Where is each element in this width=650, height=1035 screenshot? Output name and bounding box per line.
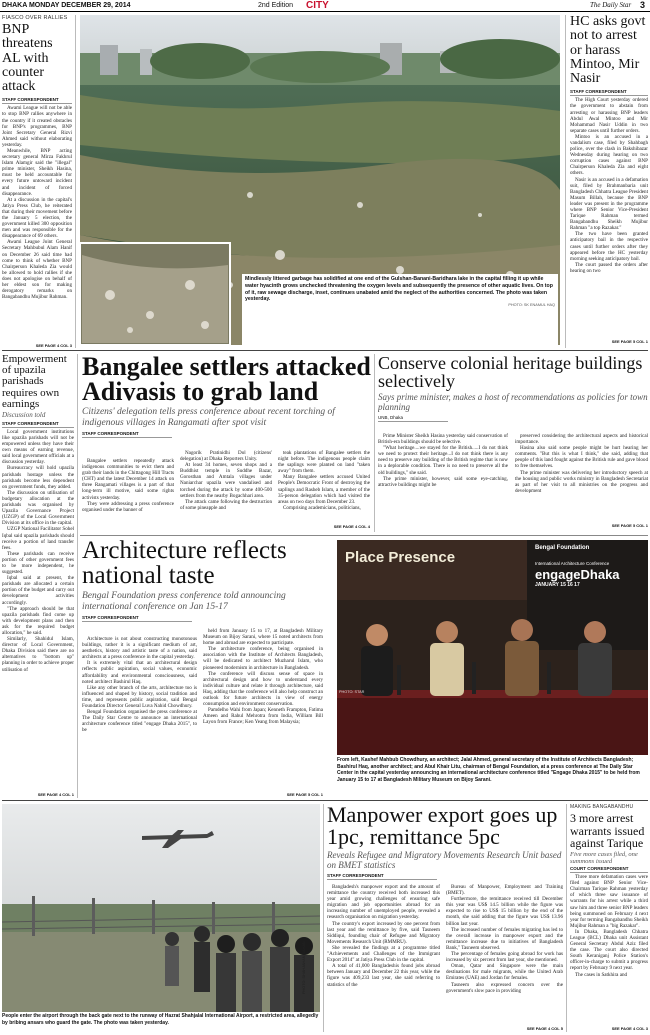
press-photo-caption: From left, Kashef Mahbub Chowdhury, an architect; Jalal Ahmed, general secretary of the Institute of Architects Bangladesh; Bashirul Haq, another architect; and Abul Khair Litu, chairman of Bengal Foundation, at a press conference at The Daily Star Center in the capital yesterday announcing an international architecture conference titled "Engage Dhaka 2015" to be held from January 15 to 17 at Bangladesh Military Museum on Bijoy Sarani.: [337, 757, 640, 783]
arch-continued[interactable]: SEE PAGE 5 COL 1: [286, 792, 323, 797]
arch-headline[interactable]: Architecture reflects national taste: [82, 538, 287, 589]
paragraph: UZGP National Facilitator Sohel Iqbal said upazila parishads should receive a portion of land transfer fees.: [2, 526, 74, 551]
paragraph: The percentage of females going abroad for work has increased by six percent from last year, she mentioned.: [446, 951, 563, 964]
paragraph: Bureau of Manpower, Employment and Training (BMET).: [446, 884, 563, 897]
bnp-continued[interactable]: SEE PAGE 4 COL 3: [35, 343, 72, 348]
paragraph: The court passed the orders after hearing on two: [570, 261, 648, 274]
hc-headline[interactable]: HC asks govt not to arrest or harass Mintoo, Mir Nasir: [570, 15, 646, 87]
paragraph: Bureaucracy will hold upazila parishads hostage unless the parishads become less dependent on government funds, they added.: [2, 465, 74, 490]
hc-continued[interactable]: SEE PAGE 5 COL 1: [611, 339, 648, 344]
lake-photo-caption: Mindlessly littered garbage has solidified at one end of the Gulshan-Banani-Baridhara lake in the capital filling it up while water hyacinth grows unchecked threatening the oxygen levels and subsequently the presence of other aquatic lives. On top of it, raw sewage discharge, inset, continues unabated amid the neglect of the authorities concerned. The photo was taken yesterday.: [245, 276, 553, 303]
paragraph: Iqbal said at present, the parishads are allocated a certain portion of the budget and carry out development activities accordingly.: [2, 575, 74, 606]
upazila-continued[interactable]: SEE PAGE 4 COL 1: [37, 792, 74, 797]
paragraph: Three more defamation cases were filed against BNP Senior Vice-Chairman Tarique Rahman yesterday of which three saw issuance of warrants for his arrest while a third saw him and three senior BNP leaders being summoned on February 4 next year for terming Bangabandhu Sheikh Mujibur Rahman a "big Razakar".: [570, 874, 648, 929]
paragraph: Nasir is an accused in a defamation suit, filed by Brahmanbaria unit Bangladesh Chhatra League President Masum Billah, because the BNP leader was present in the programme where BNP Senior Vice-President Tarique Rahman termed Bangabandhu Sheikh Mujibur Rahman "a top Razakar.": [570, 176, 648, 232]
paragraph: In Dhaka, Bangladesh Chhatra League (BCL) Dhaka unit Assistant General Secretary Abdul Aziz filed the case. The court also directed South Keraniganj Police Station's officer-in-charge to submit a progress report by February 9 next year.: [570, 928, 648, 972]
paragraph: The discussion on utilisation of budgetary allocation at the parishads was organised by Upazila Governance Project (UZGP) of the Local Government Division at its office in the capital.: [2, 489, 74, 527]
paragraph: Bengal Foundation organised the press conference at The Daily Star Centre to announce an international architecture conference titled "engage Dhaka 2015", to be: [82, 709, 197, 734]
bnp-headline[interactable]: BNP threatens AL with counter attack: [2, 22, 53, 95]
upazila-byline: STAFF CORRESPONDENT: [2, 420, 74, 428]
adivasi-col-3: [278, 450, 370, 524]
adivasi-col-1: [82, 458, 174, 530]
paragraph: The attack came following the destruction of some pineapple and: [180, 498, 272, 511]
paragraph: At a discussion in the capital's Jatiya Press Club, he reiterated that during their movement before the January 5 election, the government killed 300 opposition men and was responsible for the disappearance of 69 others.: [2, 196, 72, 240]
paragraph: Many Bangalee settlers accused United People's Democratic Front of destroying the saplings and Rasheb Islam, a member of the 35-person delegation which had visited the areas on two days from December 23.: [278, 474, 370, 505]
arch-col-1: [82, 636, 197, 798]
paragraph: Bangladesh's manpower export and the amount of remittance the country received both increased this year amid growing challenges of ensuring safe migration and job opportunities abroad for an increasing number of unemployed people, revealed a research organisation on migration yesterday.: [327, 884, 440, 921]
colonial-headline[interactable]: Conserve colonial heritage buildings selectively: [378, 354, 643, 391]
sign-date: JANUARY 15 16 17: [535, 582, 580, 588]
airport-photo-credit: PHOTO: SHAHJAHAN SAHAN: [302, 941, 306, 994]
tarique-byline: COURT CORRESPONDENT: [570, 865, 648, 873]
tarique-subhead: Five more cases filed, one summons issued: [570, 850, 638, 865]
manpower-headline[interactable]: Manpower export goes up 1pc, remittance 5pc: [327, 804, 558, 849]
header-edition: 2nd Edition: [258, 2, 294, 9]
bnp-byline: STAFF CORRESPONDENT: [2, 96, 72, 104]
paragraph: Like any other branch of the arts, architecture too is influenced and shaped by history, social tradition and time, and represents public aspiration, said Bengal Foundation Director General Luva Nahid Chowdhury.: [82, 684, 197, 710]
airport-photo: [2, 804, 320, 1012]
paragraph: Furthermore, the remittance received till December this year was US$ 14.5 billion while the figure was expected to rise to US$ 15 billion by the end of the month, she said adding that the figure was US$ 13.96 billion last year.: [446, 896, 563, 927]
colonial-col-1: [378, 433, 508, 530]
press-photo-credit: PHOTO: STAR: [339, 690, 365, 694]
tarique-article: [570, 804, 648, 1026]
paragraph: Oman, Qatar and Singapore were the main destinations for male migrants, while the United Arab Emirates (UAE) and Jordan for females.: [446, 963, 563, 982]
adivasi-byline: STAFF CORRESPONDENT: [82, 430, 172, 438]
adivasi-subhead: Citizens' delegation tells press conference about recent torching of indigenous villages in Rangamati after spot visit: [82, 407, 335, 428]
tarique-headline[interactable]: 3 more arrest warrants issued against Tarique: [570, 811, 645, 850]
sign-line: International Architecture Conference: [535, 561, 610, 566]
paragraph: Local government institutions like upazila parishads will not be empowered unless they have their own means of earning revenue, said local government officials at a discussion yesterday.: [2, 428, 74, 466]
conference-sign: [535, 544, 645, 616]
tarique-continued[interactable]: SEE PAGE 4 COL 3: [611, 1026, 648, 1031]
paragraph: The increased number of females migrating has led to the overall increase in manpower export and the remittance increase due to initiatives of Bangladesh Bank," Tasneem observed.: [446, 926, 563, 951]
paragraph: It is extremely vital that an architectural design reflects public aspiration, social values, economic affordability and environmental consciousness, said noted architect Bashirul Haq.: [82, 660, 197, 685]
arch-col-2: [203, 628, 323, 792]
paragraph: Comprising academicians, politicians,: [283, 504, 361, 511]
paragraph: Meanwhile, BNP acting secretary general Mirza Fakhrul Islam Alamgir said the "illegal" prime minister, Sheikh Hasina, must be held accountable for every future untoward incident and incident of forced disappearance.: [2, 147, 72, 197]
paragraph: The High Court yesterday ordered the government to abstain from arresting or harassing BNP leaders Abdul Awal Mintoo and Mir Mohammad Nasir Uddin in two separate cases until further orders.: [570, 97, 648, 134]
paragraph: They were addressing a press conference organised under the banner of: [82, 500, 174, 513]
lake-photo-caption-box: [242, 274, 558, 346]
paragraph: Architecture is not about constructing monotonous buildings, rather it is a significant medium of art, aesthetics, history and artistic taste of a nation, said architects at a press conference in the capital yesterday.: [82, 636, 197, 661]
tarique-body: [570, 874, 648, 978]
colonial-col-2: [515, 433, 648, 523]
paper-name: The Daily Star: [590, 1, 632, 9]
manpower-byline: STAFF CORRESPONDENT: [327, 872, 437, 880]
colonial-byline: UNB, Dhaka: [378, 414, 448, 422]
adivasi-continued[interactable]: SEE PAGE 4 COL 4: [333, 524, 370, 529]
manpower-col-2: [446, 884, 563, 1026]
colonial-continued[interactable]: SEE PAGE 5 COL 1: [611, 523, 648, 528]
paragraph: Prime Minister Sheikh Hasina yesterday said conservation of British-era buildings should be selective.: [378, 433, 508, 446]
paragraph: Tasneem also expressed concern over the government's slow pace in providing: [446, 981, 563, 994]
manpower-continued[interactable]: SEE PAGE 4 COL 5: [526, 1026, 563, 1031]
upazila-subhead: Discussion told: [2, 411, 46, 420]
paragraph: Awami League Joint General Secretary Mahbubul Alam Hanif on December 26 said time had come to think of whether BNP Chairperson Khaleda Zia would be allowed to hold rallies if she does not apologise on behalf of her eldest son for making derogatory remarks on Bangabandhu Mujibur Rahman.: [2, 239, 72, 301]
bnp-body: [2, 105, 72, 300]
manpower-subhead: Reveals Refugee and Migratory Movements Research Unit based on BMET statistics: [327, 850, 562, 871]
airport-image: [2, 804, 320, 1012]
hc-article: [570, 15, 648, 340]
colonial-subhead: Says prime minister, makes a host of recommendations as policies for town planning: [378, 392, 648, 413]
paragraph: The prime minister, however, said some eye-catching, attractive buildings might be: [378, 475, 508, 488]
paragraph: Nagorik Pratinidhi Dol (citizens' delegation) at Dhaka Reporters Unity.: [180, 450, 272, 463]
paragraph: Bangalee settlers repeatedly attack indigenous communities to evict them and grab their lands in the Chittagong Hill Tracts (CHT) and the latest December 14 attack on three Rangamati villages is a part of that long-term ill motive, said some rights activists yesterday.: [82, 458, 174, 501]
paragraph: Pamdelho Wahi from Japan; Kenneth Frampton, Fatima Ameen and Rahul Mehrotra from India, William Bill Layon from France; Ken Yeang from Malaysia;: [203, 707, 323, 726]
paragraph: teak plantations of Bangalee settlers the night before. The indigenous people claim the saplings were planted on land "taken away" from them.: [278, 450, 370, 475]
page-header: [0, 0, 650, 12]
airport-photo-caption: People enter the airport through the back gate next to the runway of Hazrat Shahjalal International Airport, a restricted area, allegedly by bribing ansars who guard the gate. The photo was taken yesterday.: [2, 1013, 319, 1026]
sign-main: engageDhaka: [535, 567, 620, 582]
bnp-kicker: FIASCO OVER RALLIES: [2, 15, 68, 21]
paragraph: The conference will discuss sense of space in architectural design and how to understand every individual culture and relate it through architecture, said Haq, adding that the conference will also help construct an outlook for future architects in view of energy consumption and environment conservation.: [203, 670, 323, 708]
paragraph: preserved considering the architectural aspects and historical importance.: [515, 433, 648, 446]
paragraph: "The approach should be that upazila parishads find come up with development plans and then ask for the required budget allocation," he said.: [2, 605, 74, 637]
paragraph: Hasina also said some people might be hurt hearing her comments. "But this is what I think," she said, adding that people of this land fought against the British rule and gave blood to free themselves.: [515, 445, 648, 470]
adivasi-col-2: [180, 450, 272, 530]
paragraph: held from January 15 to 17, at Bangladesh Military Museum on Bijoy Sarani, where 15 noted architects from home and abroad are expected to participate.: [203, 628, 323, 647]
paragraph: "What heritage....we stayed for the British.....I do not think we need to protect their heritage...I do not think there is any need to preserve any building of the British regime that is now in a deplorable condition. There is no need to preserve all the old buildings," she said.: [378, 445, 508, 476]
banner-text: Place Presence: [345, 549, 456, 566]
press-conference-photo: [337, 540, 648, 755]
paragraph: Similarly, Shahidul Islam, director of Local Government, Dhaka Division said there are no alternatives to "bottom up" planning in order to achieve proper utilisation of: [2, 636, 74, 673]
sign-org: Bengal Foundation: [535, 545, 590, 551]
paragraph: Awami League will not be able to stop BNP rallies anywhere in the country if it created obstacles for BNP's programmes, BNP Joint Secretary General Rizvi Ahmed said without elaborating yesterday.: [2, 105, 72, 148]
paragraph: She revealed the findings at a programme titled "Achievements and Challenges of the Immigrant Export 2014" at Jatiya Press Club in the capital.: [327, 944, 440, 964]
paragraph: The country's export increased by one percent from last year and the remittance by five, said Tasneem Siddiqui, founding chair of Refugee and Migratory Movements Research Unit (RMMRU).: [327, 920, 440, 945]
upazila-article: [2, 354, 74, 798]
lake-photo-credit: PHOTO: SK ENAMUL HAQ: [508, 303, 555, 308]
section-name: CITY: [306, 0, 329, 11]
paragraph: At least 34 homes, seven shops and a Buddhist temple in Suddhe Bazar, Gorosthan and Amtala villages under Naniarchar upazila were vandalised and torched during the attack by some 400-500 settlers from the nearby Bogachhari area.: [180, 462, 272, 499]
manpower-col-1: [327, 884, 440, 1032]
paragraph: The prime minister was delivering her introductory speech at the housing and public works ministry in Bangladesh Secretariat as part of her visit to all ministries on the progress and development: [515, 469, 648, 494]
hc-body: [570, 97, 648, 274]
upazila-headline[interactable]: Empowerment of upazila parishads requires own earnings: [2, 354, 67, 410]
upazila-body: [2, 429, 74, 673]
paragraph: The two have been granted anticipatory bail in the respective cases until further orders after they appeared before the HC yesterday morning seeking anticipatory bail.: [570, 231, 648, 262]
adivasi-headline[interactable]: Bangalee settlers attacked Adivasis to grab land: [82, 354, 371, 406]
paragraph: The architecture conference, being organised in association with the Institute of Architects Bangladesh, will be dedicated to architect Muzharul Islam, who pioneered modernism in architecture in Bangladesh.: [203, 646, 323, 671]
paragraph: Mintoo is an accused in a vandalism case, filed by Shahbagh police, over the clash in Bakshibazar Wednesday during hearing on two corruption cases against BNP Chairperson Khaleda Zia and eight others.: [570, 133, 648, 177]
paragraph: A total of 41,000 Bangladeshis found jobs abroad between January and December 22 this year, while the figure was 409,233 last year, she said referring to statistics of the: [327, 963, 440, 988]
bnp-article: [2, 15, 72, 348]
page-number: 3: [640, 0, 646, 10]
header-date: DHAKA MONDAY DECEMBER 29, 2014: [2, 2, 131, 9]
tarique-kicker: MAKING BANGABANDHU: [570, 804, 634, 810]
paragraph: The cases in Satkhira and: [575, 971, 628, 978]
arch-subhead: Bengal Foundation press conference told announcing international conference on Jan 15-17: [82, 591, 286, 612]
arch-byline: STAFF CORRESPONDENT: [82, 614, 192, 622]
paragraph: These parishads can receive portion of other government fees to be more independent, he suggested.: [2, 550, 74, 576]
hc-byline: STAFF CORRESPONDENT: [570, 88, 648, 96]
